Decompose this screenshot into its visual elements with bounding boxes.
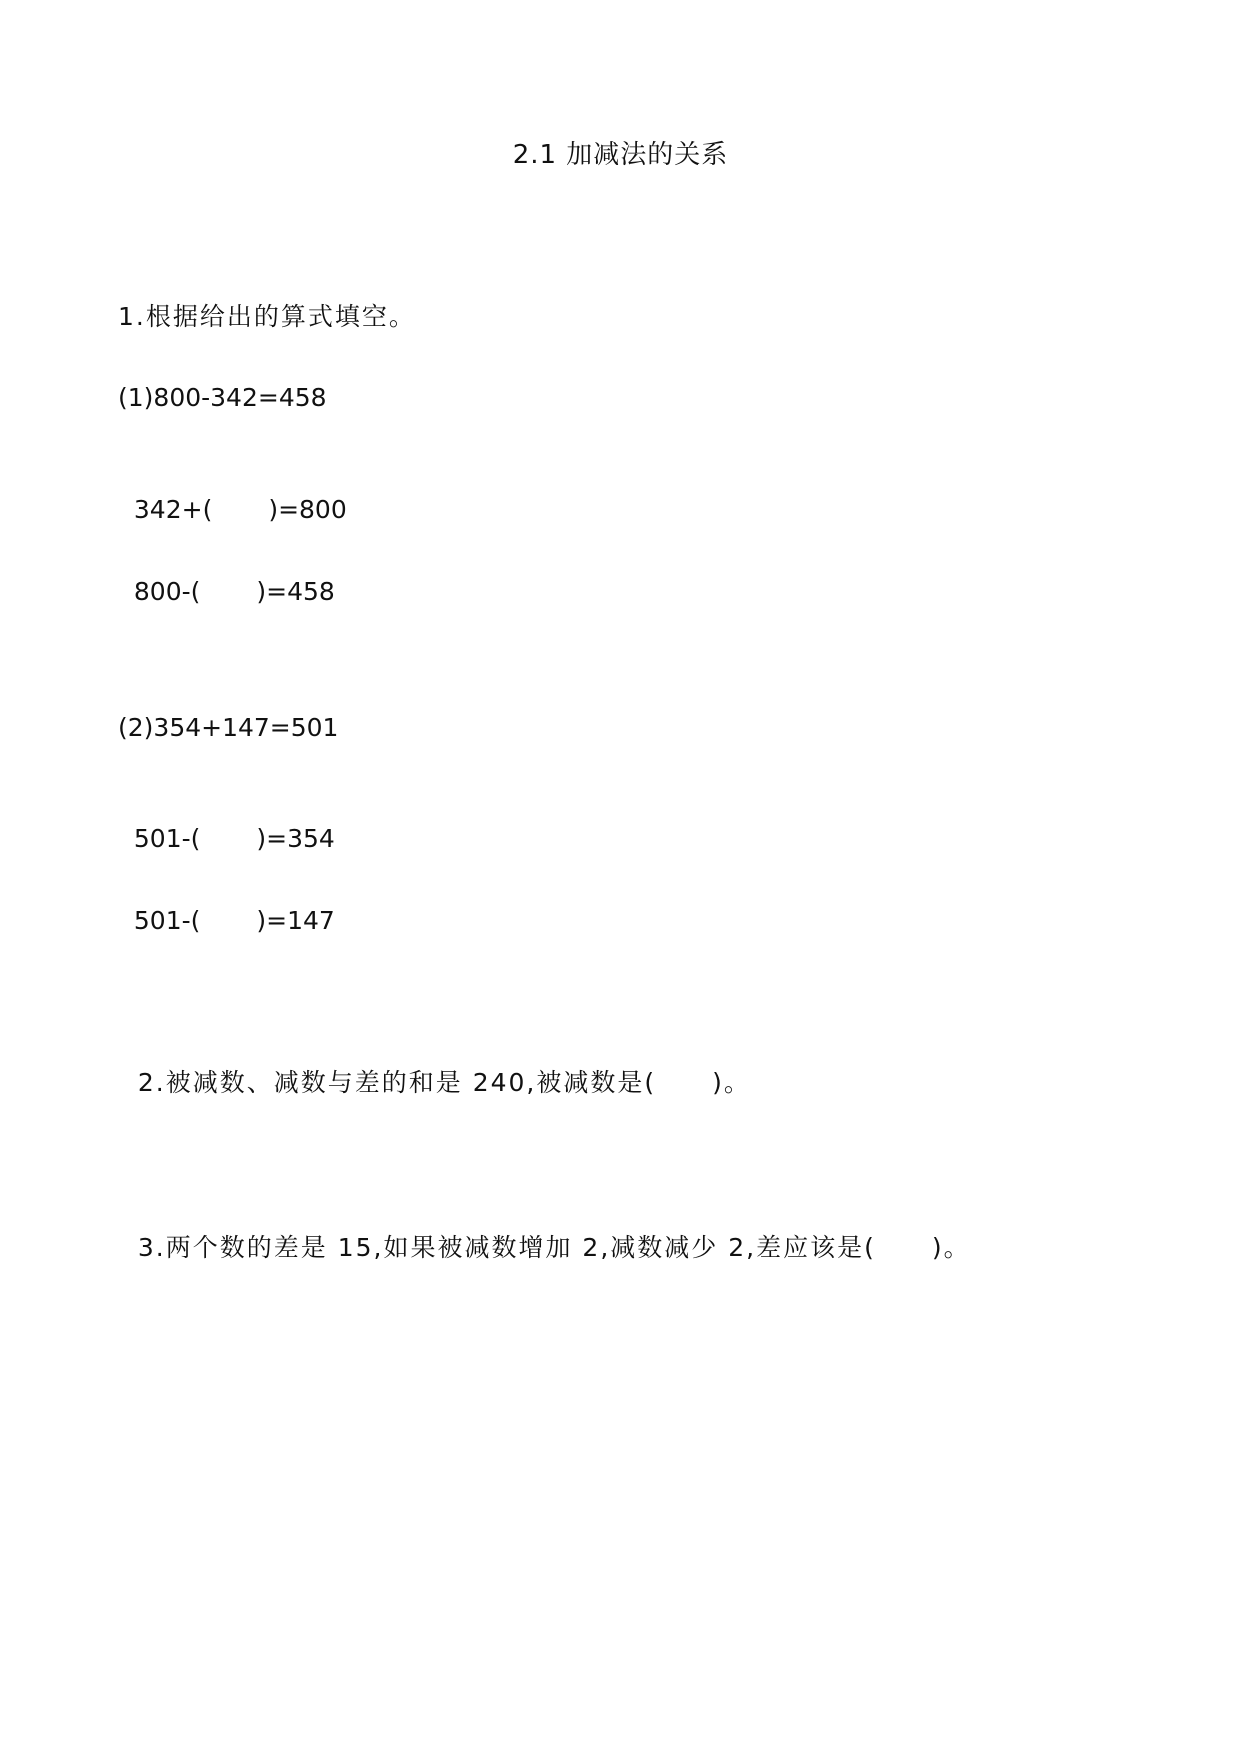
page-title: 2.1 加减法的关系 [512, 140, 729, 170]
question-3-end: )。 [931, 1233, 971, 1262]
question-1-heading: 1.根据给出的算式填空。 [118, 302, 416, 331]
question-1-part-2-given: (2)354+147=501 [118, 713, 339, 742]
question-1-part-2-line-a [118, 794, 335, 854]
question-2 [118, 1038, 751, 1098]
equation-before-blank: 800-( [133, 577, 201, 606]
question-3 [118, 1203, 971, 1263]
question-2-end: )。 [712, 1068, 751, 1097]
equation-after-blank: )=458 [256, 577, 335, 606]
equation-after-blank: )=354 [256, 824, 335, 853]
equation-after-blank: )=800 [268, 495, 347, 524]
equation-before-blank: 501-( [133, 906, 201, 935]
question-3-text: 3.两个数的差是 15,如果被减数增加 2,减数减少 2,差应该是( [137, 1233, 876, 1262]
equation-after-blank: )=147 [256, 906, 335, 935]
equation-before-blank: 342+( [133, 495, 213, 524]
question-1-part-2-line-b [118, 876, 335, 936]
question-2-text: 2.被减数、减数与差的和是 240,被减数是( [137, 1068, 657, 1097]
question-1-part-1-line-a [118, 465, 347, 525]
question-1-part-1-given: (1)800-342=458 [118, 383, 327, 412]
equation-before-blank: 501-( [133, 824, 201, 853]
question-1-part-1-line-b [118, 547, 335, 607]
